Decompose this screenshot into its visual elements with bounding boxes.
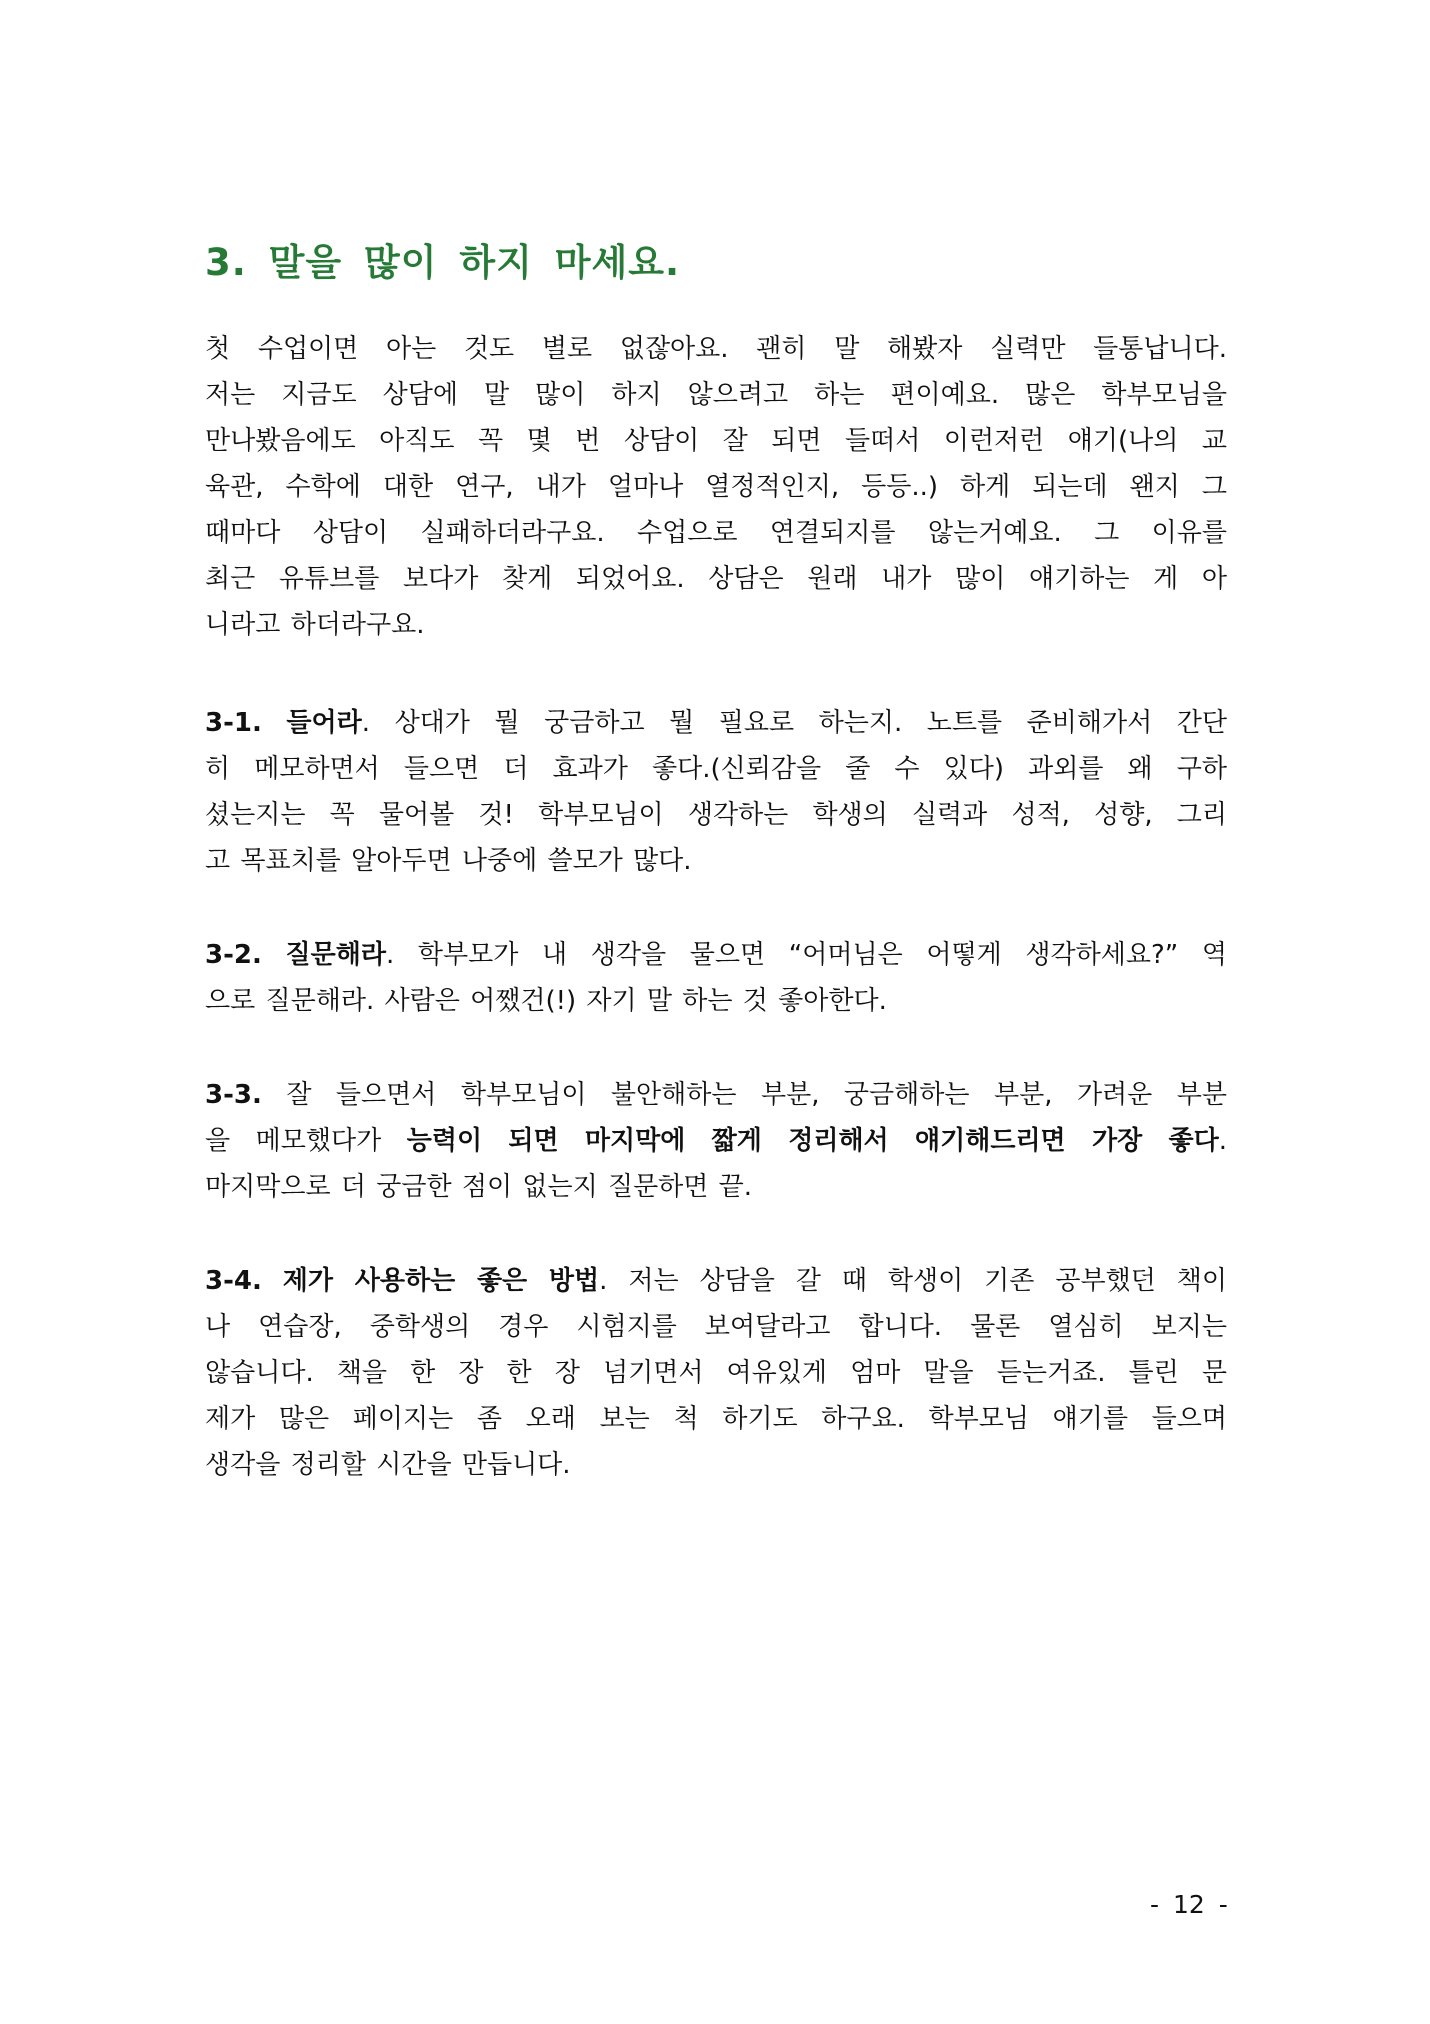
paragraph-line: 만나봤음에도 아직도 꼭 몇 번 상담이 잘 되면 들떠서 이런저런 얘기(나의 교 [205, 426, 1227, 456]
paragraph-line: 제가 많은 페이지는 좀 오래 보는 척 하기도 하구요. 학부모님 얘기를 들으며 [205, 1404, 1227, 1434]
paragraph-line: 니라고 하더라구요. [205, 610, 425, 640]
paragraph-line [205, 700, 1227, 746]
paragraph-line: 고 목표치를 알아두면 나중에 쓸모가 많다. [205, 846, 692, 876]
subsection-text: 잘 들으면서 학부모님이 불안해하는 부분, 궁금해하는 부분, 가려운 부분 [261, 1080, 1227, 1110]
subsection-3-4 [205, 1258, 1227, 1488]
emphasized-text: 능력이 되면 마지막에 짧게 정리해서 얘기해드리면 가장 좋다 [406, 1126, 1219, 1156]
paragraph-line: 때마다 상담이 실패하더라구요. 수업으로 연결되지를 않는거예요. 그 이유를 [205, 518, 1227, 548]
paragraph-line: 첫 수업이면 아는 것도 별로 없잖아요. 괜히 말 해봤자 실력만 들통납니다. [205, 334, 1227, 364]
subsection-text: . [1218, 1126, 1228, 1156]
page-number: - 12 - [1150, 1890, 1228, 1919]
subsection-number: 3-3. [205, 1080, 262, 1110]
subsection-text: . 저는 상담을 갈 때 학생이 기존 공부했던 책이 [599, 1266, 1227, 1296]
paragraph-line: 최근 유튜브를 보다가 찾게 되었어요. 상담은 원래 내가 많이 얘기하는 게 아 [205, 564, 1227, 594]
paragraph-line: 육관, 수학에 대한 연구, 내가 얼마나 열정적인지, 등등..) 하게 되는데 왠지 그 [205, 472, 1227, 502]
subsection-number: 3-1. [205, 708, 262, 738]
subsection-title: 제가 사용하는 좋은 방법 [282, 1266, 600, 1296]
paragraph-line: 히 메모하면서 들으면 더 효과가 좋다.(신뢰감을 줄 수 있다) 과외를 왜 구하 [205, 754, 1227, 784]
paragraph-line: 으로 질문해라. 사람은 어쨌건(!) 자기 말 하는 것 좋아한다. [205, 986, 887, 1016]
paragraph-line: 생각을 정리할 시간을 만듭니다. [205, 1450, 571, 1480]
paragraph-line: 않습니다. 책을 한 장 한 장 넘기면서 여유있게 엄마 말을 듣는거죠. 틀린 문 [205, 1358, 1227, 1388]
subsection-3-1 [205, 700, 1227, 884]
paragraph-line [205, 1118, 1227, 1164]
paragraph-line: 저는 지금도 상담에 말 많이 하지 않으려고 하는 편이예요. 많은 학부모님을 [205, 380, 1227, 410]
paragraph-line [205, 932, 1227, 978]
paragraph-line [205, 1072, 1227, 1118]
section-heading: 3. 말을 많이 하지 마세요. [205, 241, 681, 284]
subsection-number: 3-4. [205, 1266, 262, 1296]
intro-paragraph [205, 326, 1227, 648]
subsection-3-3 [205, 1072, 1227, 1210]
subsection-text: . 상대가 뭘 궁금하고 뭘 필요로 하는지. 노트를 준비해가서 간단 [361, 708, 1228, 738]
paragraph-line: 나 연습장, 중학생의 경우 시험지를 보여달라고 합니다. 물론 열심히 보지는 [205, 1312, 1227, 1342]
subsection-title: 질문해라 [285, 940, 386, 970]
paragraph-line [205, 1258, 1227, 1304]
paragraph-line: 마지막으로 더 궁금한 점이 없는지 질문하면 끝. [205, 1172, 753, 1202]
subsection-title: 들어라 [286, 708, 362, 738]
paragraph-line: 셨는지는 꼭 물어볼 것! 학부모님이 생각하는 학생의 실력과 성적, 성향, 그리 [205, 800, 1227, 830]
subsection-text: 을 메모했다가 [205, 1126, 407, 1156]
subsection-text: . 학부모가 내 생각을 물으면 “어머님은 어떻게 생각하세요?” 역 [385, 940, 1228, 970]
subsection-number: 3-2. [205, 940, 262, 970]
subsection-3-2 [205, 932, 1227, 1024]
